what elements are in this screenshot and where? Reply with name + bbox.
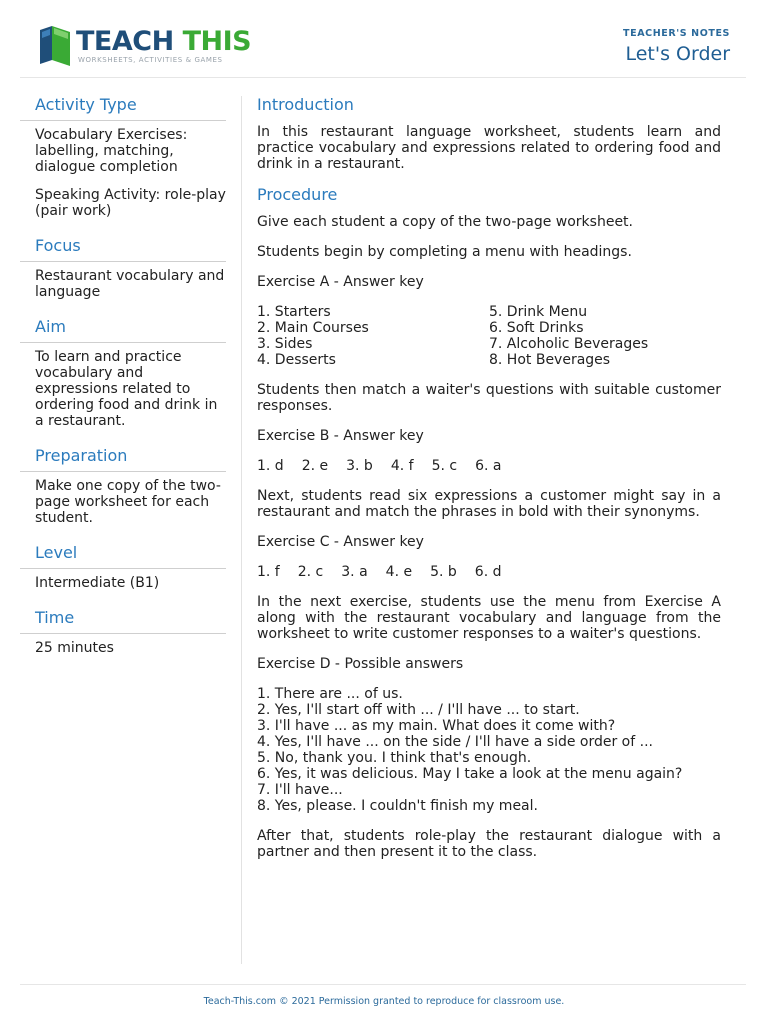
procedure-paragraph-6: After that, students role-play the restaurant dialogue with a partner and then present it to the class. <box>257 828 721 860</box>
exercise-a-column-2 <box>489 304 721 368</box>
list-item: 5. Drink Menu <box>489 304 588 320</box>
page-title: Let's Order <box>625 43 730 65</box>
logo-this-text: THIS <box>182 26 252 57</box>
aim-heading: Aim <box>20 316 226 343</box>
answer-item: 1. f <box>257 564 280 580</box>
activity-type-section <box>20 94 226 219</box>
procedure-paragraph-3: Students then match a waiter's questions with suitable customer responses. <box>257 382 721 414</box>
logo-wordmark <box>76 25 251 59</box>
exercise-a-title: Exercise A - Answer key <box>257 274 424 290</box>
aim-text: To learn and practice vocabulary and expressions related to ordering food and drink in a restaurant. <box>35 349 218 429</box>
answer-item: 3. b <box>346 458 373 474</box>
list-item: 1. There are ... of us. <box>257 686 403 702</box>
list-item: 2. Main Courses <box>257 320 369 336</box>
teachers-notes-label: TEACHER'S NOTES <box>623 28 730 39</box>
time-text: 25 minutes <box>35 640 114 656</box>
answer-item: 2. e <box>301 458 329 474</box>
procedure-heading: Procedure <box>257 185 338 204</box>
list-item: 6. Yes, it was delicious. May I take a look at the menu again? <box>257 766 683 782</box>
list-item: 7. I'll have... <box>257 782 343 798</box>
main-content <box>257 94 721 874</box>
introduction-text: In this restaurant language worksheet, students learn and practice vocabulary and expressions related to ordering food and drink in a restaurant. <box>257 124 721 172</box>
exercise-c-answers <box>257 564 721 580</box>
list-item: 7. Alcoholic Beverages <box>489 336 649 352</box>
list-item: 4. Yes, I'll have ... on the side / I'll have a side order of ... <box>257 734 653 750</box>
list-item: 5. No, thank you. I think that's enough. <box>257 750 532 766</box>
level-heading: Level <box>20 542 226 569</box>
answer-item: 6. a <box>475 458 502 474</box>
procedure-paragraph-2: Students begin by completing a menu with headings. <box>257 244 632 260</box>
sidebar <box>20 94 226 672</box>
list-item: 8. Hot Beverages <box>489 352 611 368</box>
time-heading: Time <box>20 607 226 634</box>
procedure-paragraph-4: Next, students read six expressions a customer might say in a restaurant and match the phrases in bold with their synonyms. <box>257 488 721 520</box>
answer-item: 6. d <box>474 564 502 580</box>
list-item: 8. Yes, please. I couldn't finish my meal. <box>257 798 538 814</box>
footer-divider <box>20 984 746 985</box>
list-item: 1. Starters <box>257 304 331 320</box>
book-logo-icon <box>36 22 76 66</box>
exercise-a-answer-key <box>257 304 721 368</box>
answer-item: 3. a <box>341 564 368 580</box>
logo-tagline: WORKSHEETS, ACTIVITIES & GAMES <box>78 56 223 64</box>
focus-heading: Focus <box>20 235 226 262</box>
exercise-b-title: Exercise B - Answer key <box>257 428 424 444</box>
introduction-heading: Introduction <box>257 95 354 114</box>
list-item: 3. Sides <box>257 336 313 352</box>
procedure-paragraph-1: Give each student a copy of the two-page worksheet. <box>257 214 633 230</box>
list-item: 6. Soft Drinks <box>489 320 584 336</box>
exercise-d-answers <box>257 686 721 814</box>
answer-item: 5. c <box>431 458 458 474</box>
preparation-heading: Preparation <box>20 445 226 472</box>
level-text: Intermediate (B1) <box>35 575 160 591</box>
time-section <box>20 607 226 656</box>
page-header <box>20 0 746 78</box>
procedure-paragraph-5: In the next exercise, students use the menu from Exercise A along with the restaurant vocabulary and language from the worksheet to write customer responses to a waiter's questions. <box>257 594 721 642</box>
footer-copyright: Teach-This.com © 2021 Permission granted to reproduce for classroom use. <box>203 996 565 1007</box>
answer-item: 5. b <box>430 564 457 580</box>
activity-type-text-1: Vocabulary Exercises: labelling, matching, dialogue completion <box>35 127 188 175</box>
activity-type-heading: Activity Type <box>20 94 226 121</box>
answer-item: 2. c <box>297 564 324 580</box>
exercise-d-title: Exercise D - Possible answers <box>257 656 464 672</box>
exercise-a-column-1 <box>257 304 489 368</box>
focus-text: Restaurant vocabulary and language <box>35 268 225 300</box>
list-item: 2. Yes, I'll start off with ... / I'll have ... to start. <box>257 702 580 718</box>
aim-section <box>20 316 226 429</box>
list-item: 4. Desserts <box>257 352 336 368</box>
exercise-b-answers <box>257 458 721 474</box>
logo-teach-text: TEACH <box>76 26 174 57</box>
preparation-text: Make one copy of the two-page worksheet for each student. <box>35 478 221 526</box>
answer-item: 4. f <box>390 458 414 474</box>
exercise-c-title: Exercise C - Answer key <box>257 534 424 550</box>
focus-section <box>20 235 226 300</box>
answer-item: 1. d <box>257 458 284 474</box>
level-section <box>20 542 226 591</box>
activity-type-text-2: Speaking Activity: role-play (pair work) <box>35 187 226 219</box>
teach-this-logo <box>36 22 256 70</box>
preparation-section <box>20 445 226 526</box>
answer-item: 4. e <box>385 564 413 580</box>
list-item: 3. I'll have ... as my main. What does it come with? <box>257 718 616 734</box>
column-divider <box>241 96 242 964</box>
